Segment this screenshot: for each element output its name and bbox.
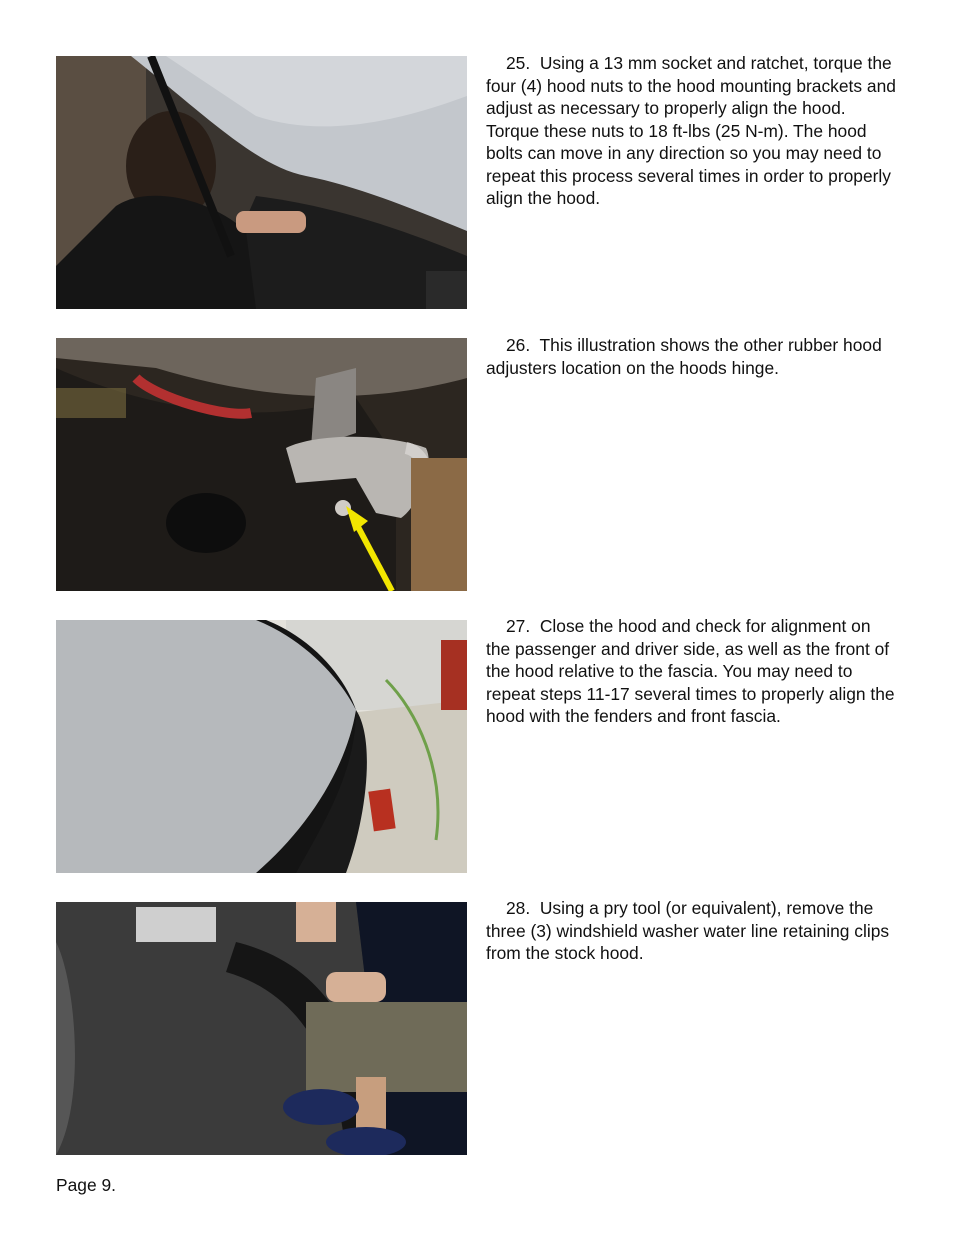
step-25-body: Using a 13 mm socket and ratchet, torque the four (4) hood nuts to the hood mounting brackets and adjust as necessary to properly align the hood. Torque these nuts to 18 ft-lbs (25 N-m). The hood bolts can move in any direction so you may need to repeat this process several times in order to properly align the hood. xyxy=(486,53,896,208)
photo-technician-torquing-hood-nuts xyxy=(56,56,467,309)
step-27-body: Close the hood and check for alignment on the passenger and driver side, as well as the front of the hood relative to the fascia. You may need to repeat steps 11-17 several times to properly align the hood with the fenders and front fascia. xyxy=(486,616,895,726)
step-28-body: Using a pry tool (or equivalent), remove the three (3) windshield washer water line retaining clips from the stock hood. xyxy=(486,898,890,963)
photo-hood-hinge-rubber-adjuster xyxy=(56,338,467,591)
photo-closed-hood-alignment xyxy=(56,620,467,873)
step-28-number: 28. xyxy=(506,898,531,918)
step-27-number: 27. xyxy=(506,616,531,636)
page-number: Page 9. xyxy=(56,1175,116,1195)
step-28-text xyxy=(486,897,898,965)
step-26-number: 26. xyxy=(506,335,531,355)
step-25-number: 25. xyxy=(506,53,531,73)
step-26-body: This illustration shows the other rubber hood adjusters location on the hoods hinge. xyxy=(486,335,882,378)
photo-removing-washer-line-clips xyxy=(56,902,467,1155)
step-26-text xyxy=(486,334,898,379)
step-27-text xyxy=(486,615,898,728)
step-25-text xyxy=(486,52,898,210)
